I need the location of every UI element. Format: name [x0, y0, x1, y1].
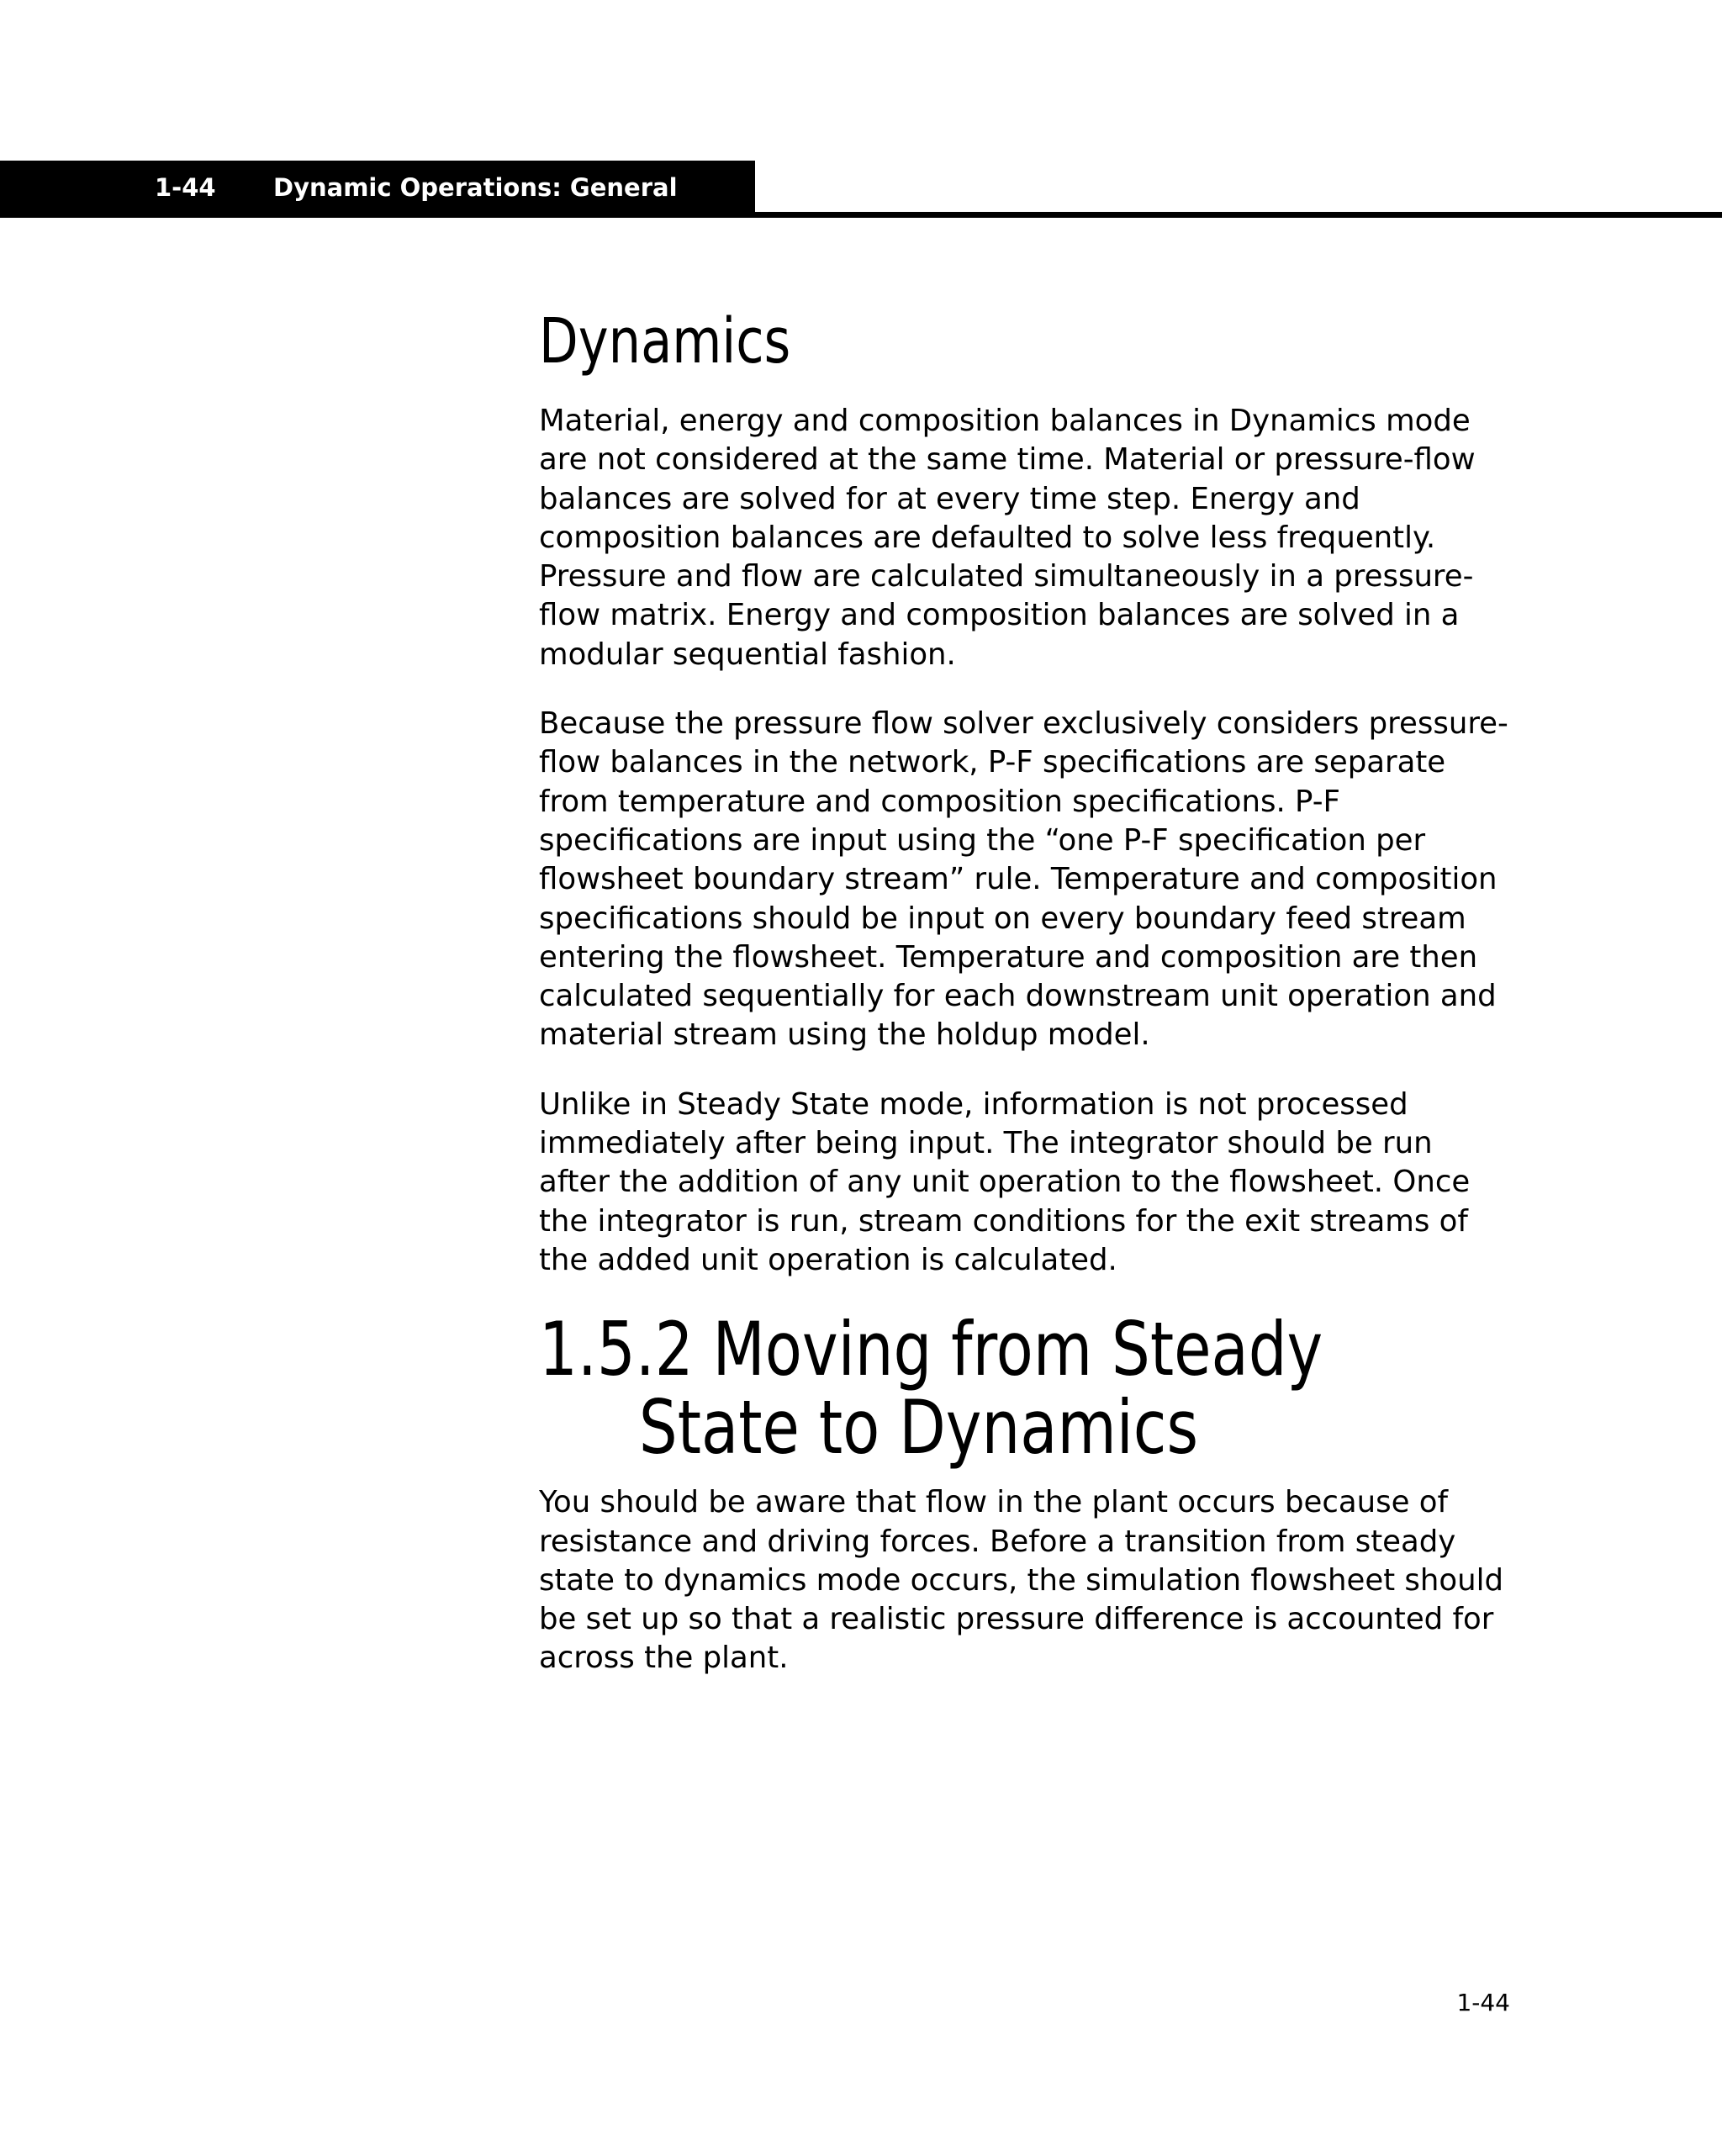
section-heading: Dynamics	[539, 305, 791, 378]
text-line: the integrator is run, stream conditions for the exit streams of	[539, 1203, 1468, 1239]
header-rule	[0, 212, 1722, 218]
text-line: from temperature and composition specifications. P-F	[539, 784, 1340, 819]
text-line: calculated sequentially for each downstream unit operation and	[539, 979, 1497, 1014]
text-line: composition balances are defaulted to solve less frequently.	[539, 520, 1436, 555]
subsection-heading	[539, 1306, 1345, 1472]
subsection-heading-line2: State to Dynamics	[638, 1384, 1199, 1472]
text-line: resistance and driving forces. Before a transition from steady	[539, 1524, 1456, 1559]
text-line: balances are solved for at every time step. Energy and	[539, 481, 1360, 516]
text-line: after the addition of any unit operation to the flowsheet. Once	[539, 1165, 1471, 1200]
text-line: Because the pressure flow solver exclusively considers pressure-	[539, 706, 1508, 742]
footer-page-number: 1-44	[1456, 1989, 1510, 2016]
text-line: modular sequential fashion.	[539, 637, 956, 672]
text-line: Unlike in Steady State mode, information is not processed	[539, 1086, 1408, 1122]
text-line: You should be aware that flow in the plant occurs because of	[539, 1485, 1448, 1520]
header-page-number: 1-44	[155, 173, 216, 202]
text-line: flow balances in the network, P-F specifications are separate	[539, 745, 1446, 780]
paragraph	[539, 402, 1523, 674]
text-line: flow matrix. Energy and composition balances are solved in a	[539, 598, 1460, 633]
text-line: be set up so that a realistic pressure difference is accounted for	[539, 1602, 1494, 1637]
text-line: material stream using the holdup model.	[539, 1017, 1150, 1053]
text-line: immediately after being input. The integrator should be run	[539, 1126, 1433, 1161]
header-chapter-title: Dynamic Operations: General	[273, 173, 678, 202]
text-line: across the plant.	[539, 1641, 789, 1676]
paragraph	[539, 705, 1523, 1055]
text-line: the added unit operation is calculated.	[539, 1242, 1117, 1277]
main-content	[539, 303, 1523, 1709]
text-line: Pressure and flow are calculated simultaneously in a pressure-	[539, 559, 1474, 594]
text-line: are not considered at the same time. Material or pressure-flow	[539, 442, 1476, 478]
paragraph	[539, 1483, 1523, 1678]
text-line: specifications are input using the “one P-F specification per	[539, 822, 1426, 858]
text-line: entering the flowsheet. Temperature and composition are then	[539, 939, 1478, 975]
text-line: Material, energy and composition balances in Dynamics mode	[539, 404, 1471, 438]
text-line: state to dynamics mode occurs, the simulation flowsheet should	[539, 1562, 1504, 1598]
subsection-heading-line1: 1.5.2 Moving from Steady	[539, 1306, 1323, 1393]
text-line: flowsheet boundary stream” rule. Temperature and composition	[539, 862, 1498, 897]
text-line: specifications should be input on every boundary feed stream	[539, 901, 1466, 936]
paragraph	[539, 1086, 1523, 1280]
